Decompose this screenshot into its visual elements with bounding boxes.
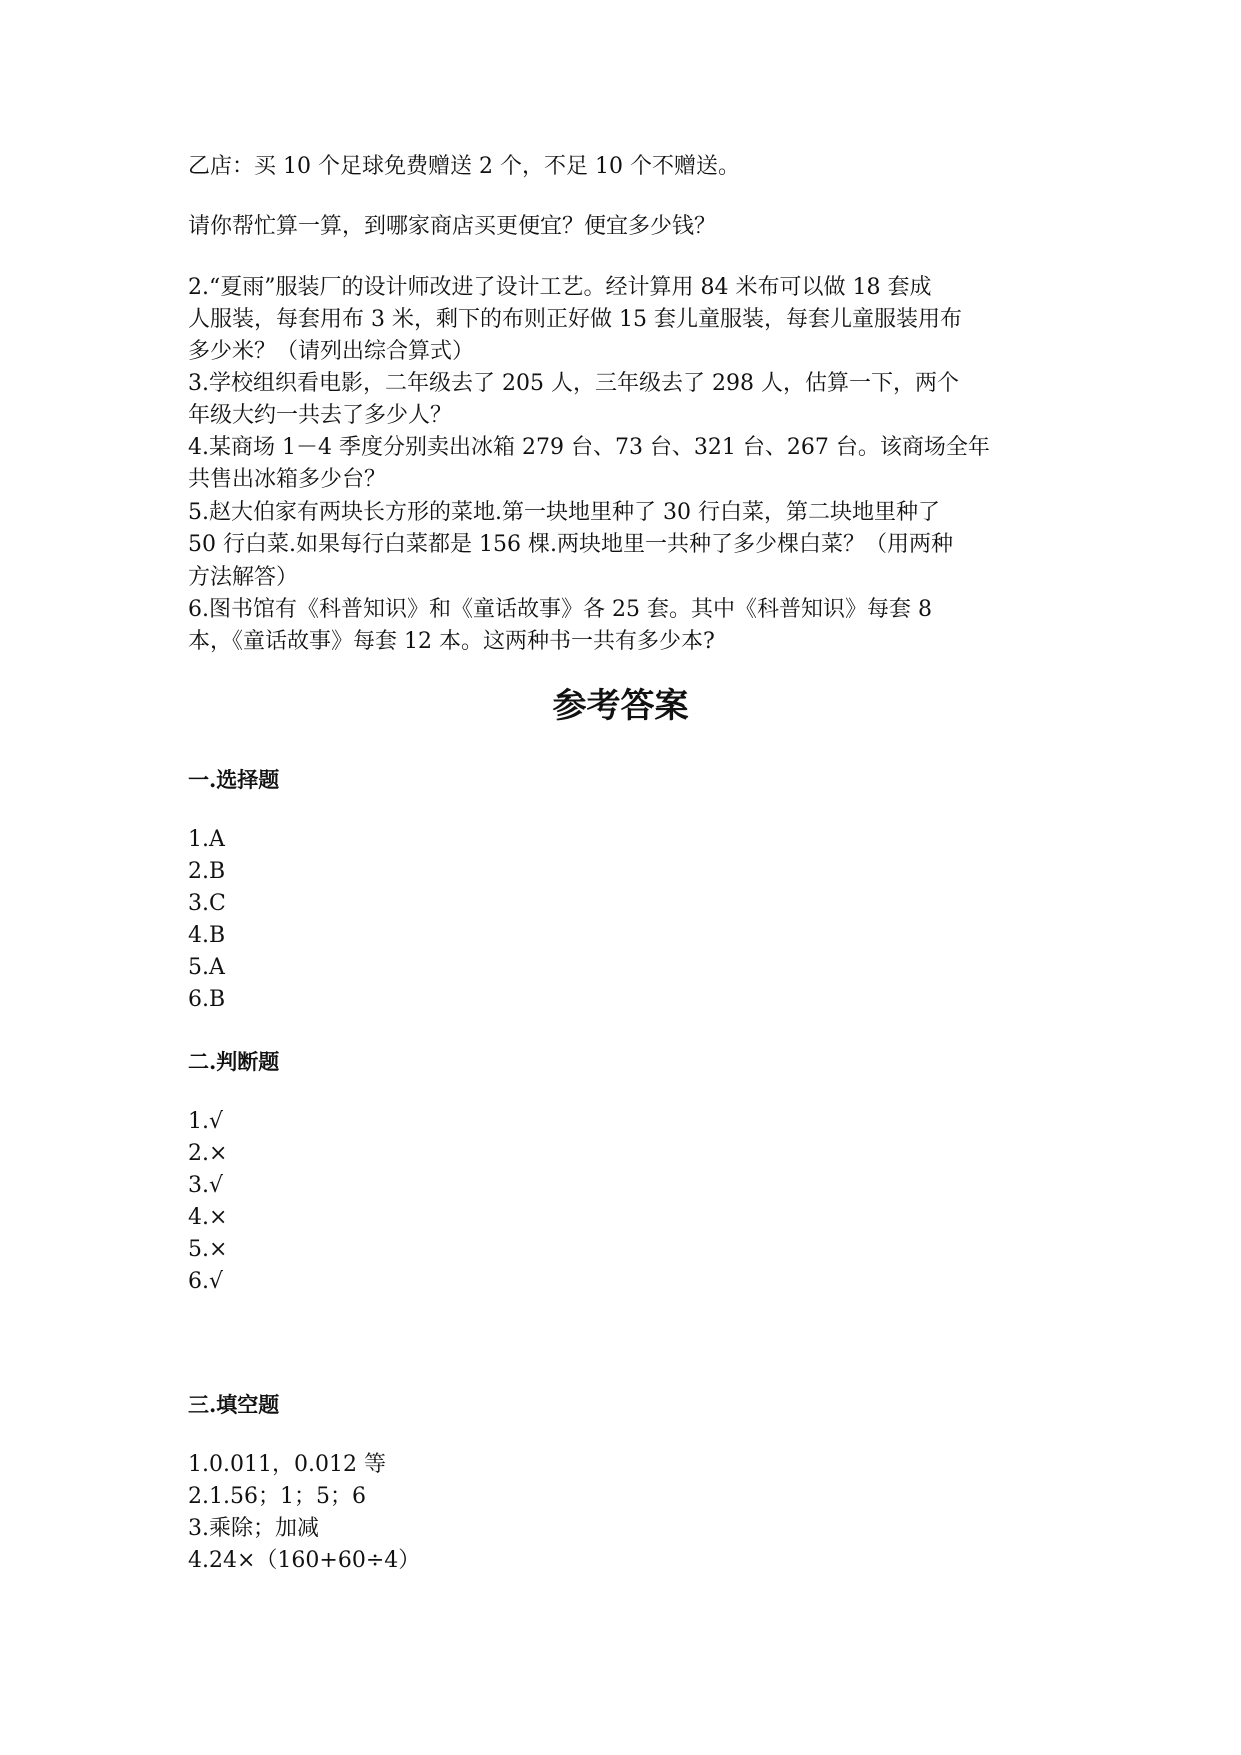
answer-item: 2.1.56；1；5；6 [188,1484,366,1509]
answer-item: 1.A [188,827,225,852]
section-heading: 一.选择题 [188,767,280,792]
answer-item: 5.A [188,955,225,980]
answer-item: 6.B [188,987,226,1012]
answer-item: 4.24×（160+60÷4） [188,1548,421,1573]
question-5-line-1: 5.赵大伯家有两块长方形的菜地.第一块地里种了 30 行白菜，第二块地里种了 [188,500,940,525]
answer-item: 4.× [188,1205,228,1230]
question-5-line-3: 方法解答） [188,565,299,590]
question-2-line-3: 多少米？（请列出综合算式） [188,339,475,364]
answer-item: 2.× [188,1141,228,1166]
question-6-line-1: 6.图书馆有《科普知识》和《童话故事》各 25 套。其中《科普知识》每套 8 [188,597,932,622]
answer-item: 5.× [188,1237,228,1262]
answer-item: 3.乘除；加减 [188,1516,319,1541]
question-4-line-1: 4.某商场 1－4 季度分别卖出冰箱 279 台、73 台、321 台、267 台。该商场全年 [188,435,990,460]
question-1-ask: 请你帮忙算一算，到哪家商店买更便宜？便宜多少钱？ [188,214,717,239]
section-heading: 三.填空题 [188,1392,280,1417]
question-6-line-2: 本，《童话故事》每套 12 本。这两种书一共有多少本? [188,629,715,654]
question-3-line-2: 年级大约一共去了多少人？ [188,403,453,428]
answer-item: 2.B [188,859,226,884]
question-4-line-2: 共售出冰箱多少台？ [188,467,387,492]
shop-b-text: 乙店：买 10 个足球免费赠送 2 个，不足 10 个不赠送。 [188,154,740,179]
question-5-line-2: 50 行白菜.如果每行白菜都是 156 棵.两块地里一共种了多少棵白菜？（用两种 [188,532,953,557]
answer-item: 3.C [188,891,226,916]
question-2-line-2: 人服装，每套用布 3 米，剩下的布则正好做 15 套儿童服装，每套儿童服装用布 [188,307,962,332]
question-3-line-1: 3.学校组织看电影，二年级去了 205 人，三年级去了 298 人，估算一下，两个 [188,371,959,396]
answer-item: 6.√ [188,1269,224,1294]
answer-item: 4.B [188,923,226,948]
answer-item: 1.0.011，0.012 等 [188,1452,386,1477]
section-heading: 二.判断题 [188,1049,280,1074]
answer-item: 1.√ [188,1109,224,1134]
question-2-line-1: 2.“夏雨”服装厂的设计师改进了设计工艺。经计算用 84 米布可以做 18 套成 [188,275,932,300]
answer-item: 3.√ [188,1173,224,1198]
answers-title: 参考答案 [552,686,689,726]
